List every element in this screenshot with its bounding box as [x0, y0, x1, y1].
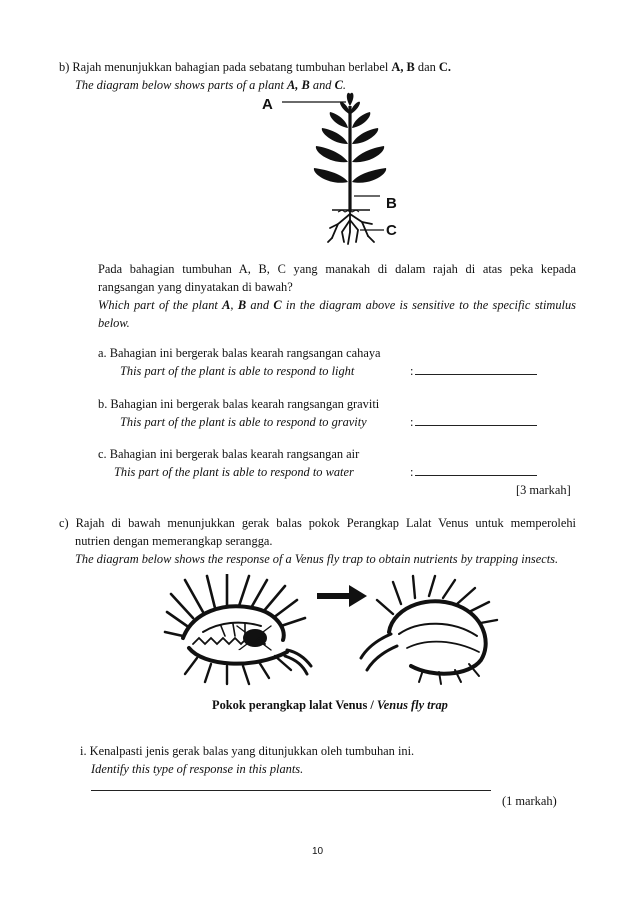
question-en-line1: Which part of the plant A, B and C in the diagram above is sensitive to the specific stimulus [98, 298, 577, 312]
section-b-intro-en: The diagram below shows parts of a plant A, B and C. [75, 78, 346, 92]
section-c-question-ms: i. Kenalpasti jenis gerak balas yang ditunjukkan oleh tumbuhan ini. [80, 744, 415, 758]
response-arrow [317, 585, 367, 607]
label-a: A [262, 96, 273, 113]
venus-flytrap-closed [361, 576, 497, 684]
question-ms-line2: rangsangan yang dinyatakan di bawah? [98, 280, 293, 294]
item-a-ms: a. Bahagian ini bergerak balas kearah rangsangan cahaya [98, 346, 381, 360]
page-number: 10 [312, 846, 324, 857]
item-a-en: This part of the plant is able to respond to light [120, 364, 355, 378]
venus-flytrap-open [165, 574, 311, 684]
venus-flytrap-diagram [163, 574, 503, 686]
item-b-en: This part of the plant is able to respond to gravity [120, 415, 367, 429]
answer-line-c-i[interactable] [91, 778, 491, 791]
item-b-ms: b. Bahagian ini bergerak balas kearah rangsangan graviti [98, 397, 380, 411]
flytrap-caption: Pokok perangkap lalat Venus / Venus fly trap [212, 698, 448, 712]
section-c-intro-ms-line1: c) Rajah di bawah menunjukkan gerak balas pokok Perangkap Lalat Venus untuk memperolehi [59, 516, 576, 530]
plant-diagram [258, 92, 418, 250]
section-b-intro-ms: b) Rajah menunjukkan bahagian pada sebatang tumbuhan berlabel A, B dan C. [59, 60, 451, 74]
answer-field-b[interactable]: : [410, 414, 537, 430]
item-c-en: This part of the plant is able to respond to water [114, 465, 354, 479]
section-b-marks: [3 markah] [516, 483, 571, 497]
label-c: C [386, 222, 397, 239]
item-c-ms: c. Bahagian ini bergerak balas kearah rangsangan air [98, 447, 360, 461]
question-en-line2: below. [98, 316, 130, 330]
section-c-intro-ms-line2: nutrien dengan memerangkap serangga. [75, 534, 273, 548]
section-c-marks: (1 markah) [502, 794, 557, 808]
section-c-question-en: Identify this type of response in this plants. [91, 762, 304, 776]
question-ms-line1: Pada bahagian tumbuhan A, B, C yang manakah di dalam rajah di atas peka kepada [98, 262, 576, 276]
label-b: B [386, 195, 397, 212]
plant-roots [328, 210, 374, 244]
section-c-intro-en: The diagram below shows the response of a Venus fly trap to obtain nutrients by trapping insects. [75, 552, 559, 566]
answer-field-c[interactable]: : [410, 464, 537, 480]
answer-field-a[interactable]: : [410, 363, 537, 379]
